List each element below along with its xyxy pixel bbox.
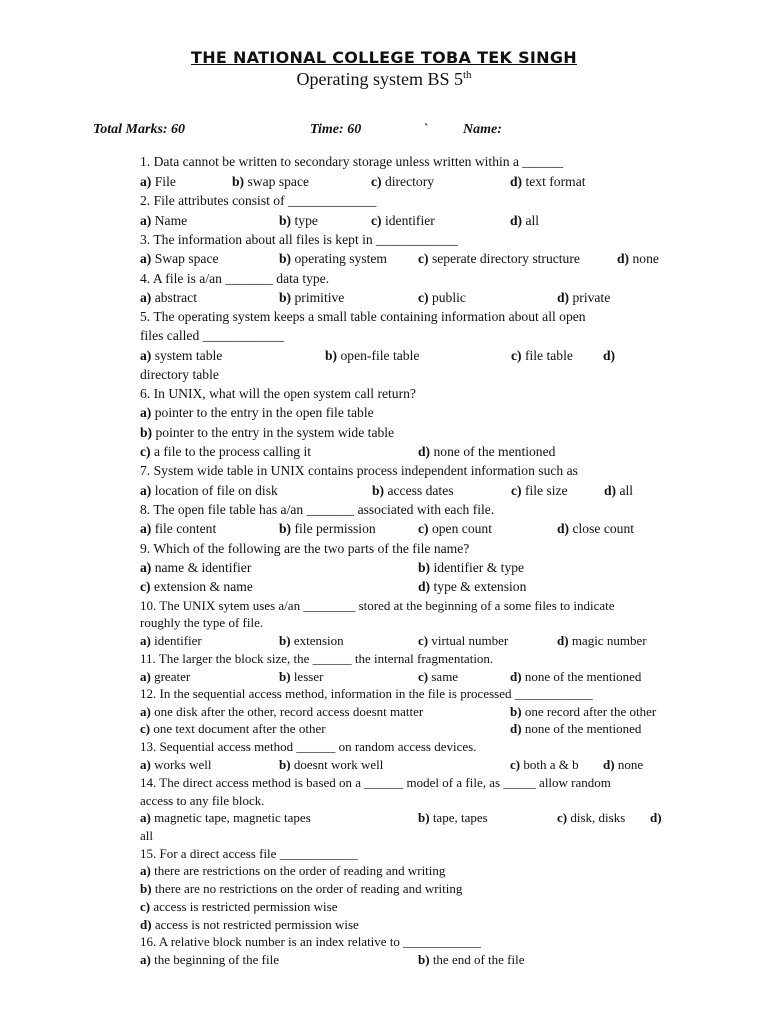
option-row (140, 520, 760, 538)
option-d: d) none of the mentioned (418, 444, 556, 459)
option-a: a) the beginning of the file (140, 952, 280, 967)
option-b: b) extension (279, 633, 344, 648)
question-text: 1. Data cannot be written to secondary storage unless written within a ______ (140, 154, 564, 169)
option-d: d) close count (557, 521, 635, 536)
option-b: b) doesnt work well (279, 757, 384, 772)
option-a: a) name & identifier (140, 560, 252, 575)
option-d: d) none (603, 757, 644, 772)
question-text: 3. The information about all files is kept in ____________ (140, 232, 458, 247)
question-text-cont: roughly the type of file. (140, 615, 264, 630)
stray-tick: ` (423, 122, 428, 137)
option-b: b) the end of the file (418, 952, 525, 967)
option-b: b) file permission (279, 521, 376, 536)
question-text: 11. The larger the block size, the ______ the internal fragmentation. (140, 651, 494, 666)
question-text: 16. A relative block number is an index relative to ____________ (140, 934, 482, 949)
option-b: b) there are no restrictions on the order of reading and writing (140, 881, 463, 896)
question-text-cont: access to any file block. (140, 793, 265, 808)
option-c: c) seperate directory structure (418, 251, 580, 266)
option-d-wrap: all (140, 828, 153, 843)
option-a: a) abstract (140, 290, 197, 305)
question-text: 2. File attributes consist of _____________ (140, 193, 377, 208)
option-b: b) open-file table (325, 348, 420, 363)
option-a: a) system table (140, 348, 223, 363)
course-ordinal: th (462, 69, 472, 81)
option-c: c) virtual number (418, 633, 509, 648)
option-c: c) extension & name (140, 579, 253, 594)
option-c: c) file table (511, 348, 573, 363)
option-d: d) private (557, 290, 611, 305)
option-a: a) works well (140, 757, 212, 772)
option-b: b) lesser (279, 669, 324, 684)
question-text: 13. Sequential access method ______ on random access devices. (140, 739, 477, 754)
option-d-wrap: directory table (140, 367, 219, 382)
option-row (140, 809, 760, 827)
option-a: a) there are restrictions on the order of reading and writing (140, 863, 446, 878)
option-row (140, 250, 760, 268)
option-b: b) swap space (232, 174, 310, 189)
option-a: a) File (140, 174, 176, 189)
question-text: 10. The UNIX sytem uses a/an ________ stored at the beginning of a some files to indicate (140, 598, 615, 613)
option-d: d) access is not restricted permission wise (140, 917, 359, 932)
option-c: c) one text document after the other (140, 721, 326, 736)
option-d: d) none of the mentioned (510, 669, 642, 684)
question-text: 6. In UNIX, what will the open system call return? (140, 386, 416, 401)
option-row (140, 720, 760, 738)
option-c: c) disk, disks (557, 810, 626, 825)
question-text: 15. For a direct access file ____________ (140, 846, 358, 861)
option-c: c) access is restricted permission wise (140, 899, 338, 914)
question-text: 8. The open file table has a/an _______ associated with each file. (140, 502, 495, 517)
option-b: b) type (279, 213, 318, 228)
option-a: a) file content (140, 521, 217, 536)
option-d: d) none (617, 251, 659, 266)
exam-meta (93, 122, 693, 140)
option-b: b) one record after the other (510, 704, 657, 719)
question-text: 4. A file is a/an _______ data type. (140, 271, 330, 286)
option-row (140, 482, 760, 500)
option-b: b) tape, tapes (418, 810, 488, 825)
question-text: 12. In the sequential access method, information in the file is processed ____________ (140, 686, 593, 701)
course-name: Operating system BS 5 (296, 69, 463, 89)
option-b: b) identifier & type (418, 560, 525, 575)
option-a: a) identifier (140, 633, 202, 648)
option-row (140, 173, 760, 191)
option-row (140, 443, 760, 461)
option-a: a) Name (140, 213, 188, 228)
option-a: a) greater (140, 669, 191, 684)
option-c: c) both a & b (510, 757, 579, 772)
option-c: c) same (418, 669, 459, 684)
question-text: 7. System wide table in UNIX contains process independent information such as (140, 463, 578, 478)
option-d: d) magic number (557, 633, 647, 648)
option-d: d) (650, 810, 662, 825)
option-b: b) pointer to the entry in the system wide table (140, 425, 395, 440)
option-row (140, 668, 760, 686)
course-title (0, 69, 768, 90)
option-d: d) type & extension (418, 579, 527, 594)
option-d: d) all (604, 483, 634, 498)
option-b: b) access dates (372, 483, 454, 498)
option-d: d) all (510, 213, 540, 228)
option-d: d) text format (510, 174, 586, 189)
option-row (140, 703, 760, 721)
option-c: c) a file to the process calling it (140, 444, 311, 459)
option-a: a) Swap space (140, 251, 219, 266)
option-a: a) one disk after the other, record access doesnt matter (140, 704, 424, 719)
option-row (140, 212, 760, 230)
option-row (140, 347, 760, 365)
question-text-cont: files called ____________ (140, 328, 285, 343)
option-row (140, 756, 760, 774)
option-d: d) none of the mentioned (510, 721, 642, 736)
option-row (140, 578, 760, 596)
college-name: THE NATIONAL COLLEGE TOBA TEK SINGH (190, 48, 577, 67)
question-text: 9. Which of the following are the two parts of the file name? (140, 541, 470, 556)
option-row (140, 559, 760, 577)
option-c: c) open count (418, 521, 492, 536)
option-c: c) file size (511, 483, 568, 498)
time-limit: Time: 60 (310, 122, 362, 137)
option-a: a) location of file on disk (140, 483, 278, 498)
option-a: a) pointer to the entry in the open file table (140, 405, 374, 420)
question-text: 14. The direct access method is based on a ______ model of a file, as _____ allow random (140, 775, 611, 790)
exam-header (0, 48, 768, 90)
option-b: b) operating system (279, 251, 387, 266)
total-marks: Total Marks: 60 (93, 122, 186, 137)
student-name-label: Name: (463, 122, 502, 137)
option-b: b) primitive (279, 290, 345, 305)
question-text: 5. The operating system keeps a small table containing information about all open (140, 309, 586, 324)
option-row (140, 289, 760, 307)
option-c: c) public (418, 290, 466, 305)
option-c: c) identifier (371, 213, 435, 228)
option-c: c) directory (371, 174, 435, 189)
option-row (140, 951, 760, 969)
option-row (140, 632, 760, 650)
option-a: a) magnetic tape, magnetic tapes (140, 810, 311, 825)
option-d: d) (603, 348, 616, 363)
